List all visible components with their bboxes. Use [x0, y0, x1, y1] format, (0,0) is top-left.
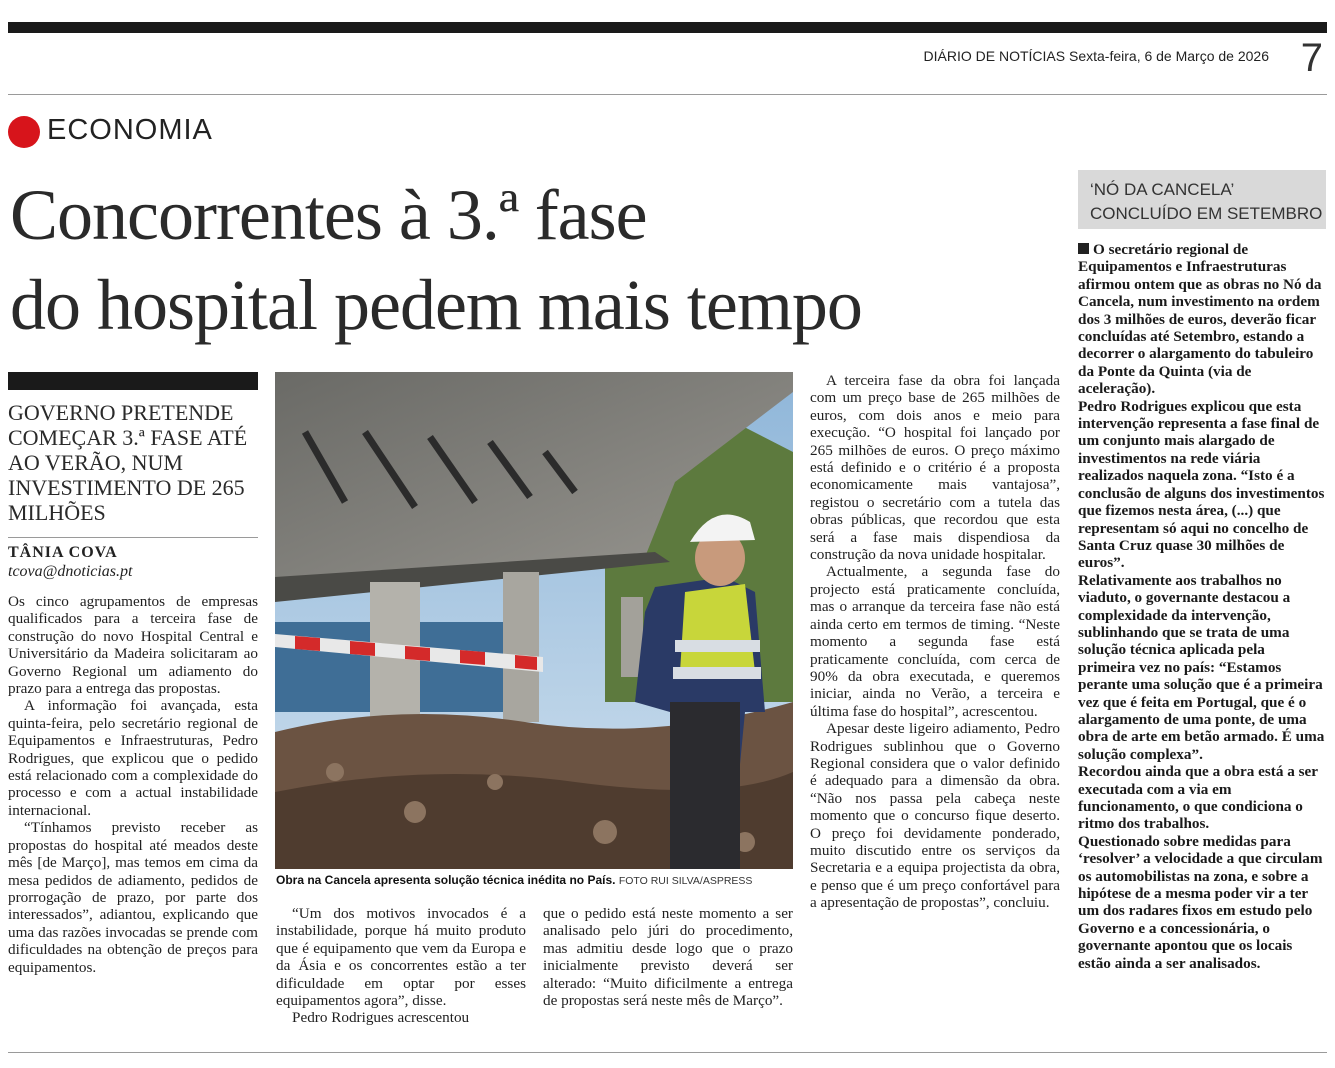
- paragraph: Actualmente, a segunda fase do projecto está praticamente concluída, mas o arranque da terceira fase não está ainda certo em termos de timing. “Neste momento a segunda fase está praticamente concluída, com cerca de 90% da obra executada, e queremos iniciar, ainda no Verão, a terceira e última fase do hospital”, acrescentou.: [810, 563, 1060, 720]
- sidebar-title: [1090, 178, 1322, 226]
- top-rule: [8, 22, 1327, 33]
- article-column-2: [276, 905, 526, 1027]
- sidebar-paragraph: Pedro Rodrigues explicou que esta intervenção representa a fase final de um conjunto mais alargado de investimentos na rede viária realizados naquela zona. “Isto é a conclusão de alguns dos investimentos que fizemos nesta área, (...) que representam só aqui no concelho de Santa Cruz quase 30 milhões de euros”.: [1078, 397, 1325, 572]
- headline-line-1: Concorrentes à 3.ª fase: [10, 175, 647, 255]
- paragraph: Apesar deste ligeiro adiamento, Pedro Rodrigues sublinhou que o Governo Regional considera que o valor definido é adequado para a dimensão da obra. “Não nos passa pela cabeça neste momento que o concurso fique deserto. O preço foi devidamente ponderado, muito discutido entre os serviços da Secretaria e a equipa projectista da obra, e penso que é um preço confortável para a apresentação de propostas”, concluiu.: [810, 720, 1060, 912]
- paragraph: Os cinco agrupamentos de empresas qualificados para a terceira fase de construção do novo Hospital Central e Universitário da Madeira solicitaram ao Governo Regional um adiamento do prazo para a entrega das propostas.: [8, 593, 258, 698]
- article-column-1: [8, 593, 258, 976]
- deck-bar: [8, 372, 258, 390]
- paragraph: “Tínhamos previsto receber as propostas do hospital até meados deste mês [de Março], mas temos em cima da mesa pedidos de adiamento, pedidos de prorrogação de prazo, por parte dos interessados”, adiantou, explicando que uma das razões invocadas se prende com dificuldades na obtenção de preços para equipamentos.: [8, 819, 258, 976]
- sidebar-title-line-2: CONCLUÍDO EM SETEMBRO: [1090, 204, 1323, 223]
- sidebar-paragraph: Questionado sobre medidas para ‘resolver’ a velocidade a que circulam os automobilistas na zona, e sobre a hipótese de a mesma poder vir a ter um dos radares fixos em estudo pelo Governo e a concessionária, o governante apontou que os locais estão ainda a ser analisados.: [1078, 832, 1323, 972]
- sidebar-paragraph: Relativamente aos trabalhos no viaduto, o governante destacou a complexidade da intervenção, sublinhando que se trata de uma solução técnica aplicada pela primeira vez no país: “Estamos perante uma solução que é a primeira vez que é feita em Portugal, que é o alargamento de uma ponte, de uma obra de arte em betão armado. É uma solução complexa”.: [1078, 571, 1325, 763]
- paragraph: A terceira fase da obra foi lançada com um preço base de 265 milhões de euros, com dois anos e meio para execução. “O hospital foi lançado por 265 milhões de euros. O preço máximo está definido e o critério é a proposta economicamente mais vantajosa”, registou o secretário com a tutela das obras públicas, que recordou que esta será a fase mais dispendiosa da construção da nova unidade hospitalar.: [810, 372, 1060, 564]
- sidebar-paragraph: Recordou ainda que a obra está a ser executada com a via em funcionamento, o que condiciona o ritmo dos trabalhos.: [1078, 763, 1318, 833]
- masthead: DIÁRIO DE NOTÍCIAS Sexta-feira, 6 de Março de 2026: [923, 48, 1269, 64]
- author-name: TÂNIA COVA: [8, 544, 118, 561]
- article-column-4: [810, 372, 1060, 912]
- bullet-square-icon: [1078, 243, 1089, 254]
- paragraph: A informação foi avançada, esta quinta-feira, pelo secretário regional de Equipamentos e Infraestruturas, Pedro Rodrigues, que explicou que o pedido está relacionado com a complexidade do processo e com a actual instabilidade internacional.: [8, 697, 258, 819]
- photo-caption: [276, 873, 796, 887]
- photo-credit: FOTO RUI SILVA/ASPRESS: [618, 875, 753, 887]
- author-email[interactable]: tcova@dnoticias.pt: [8, 563, 133, 580]
- article-column-3: [543, 905, 793, 1009]
- byline-divider: [8, 537, 258, 538]
- paragraph: Pedro Rodrigues acrescentou: [292, 1009, 470, 1027]
- sidebar-body: [1078, 241, 1326, 972]
- sidebar-title-line-1: ‘NÓ DA CANCELA’: [1090, 180, 1235, 199]
- headline: [10, 170, 1070, 350]
- header-divider: [8, 94, 1327, 95]
- deck: GOVERNO PRETENDE COMEÇAR 3.ª FASE ATÉ AO VERÃO, NUM INVESTIMENTO DE 265 MILHÕES: [8, 400, 248, 525]
- section-label: ECONOMIA: [47, 114, 213, 146]
- construction-photo: [275, 372, 793, 869]
- paragraph: “Um dos motivos invocados é a instabilidade, porque há muito produto que é equipamento que vem da Europa e da Ásia e os concorrentes estão a ter dificuldade em optar por esses equipamentos agora”, disse.: [276, 905, 526, 1010]
- page-number: 7: [1300, 36, 1323, 80]
- caption-text: Obra na Cancela apresenta solução técnica inédita no País.: [276, 873, 616, 887]
- construction-photo-icon: [275, 372, 793, 869]
- headline-line-2: do hospital pedem mais tempo: [10, 265, 862, 345]
- section-dot-icon: [8, 116, 40, 148]
- footer-rule: [8, 1052, 1327, 1053]
- sidebar-paragraph: O secretário regional de Equipamentos e Infraestruturas afirmou ontem que as obras no Nó da Cancela, num investimento na ordem dos 3 milhões de euros, deverão ficar concluídas até Setembro, estando a decorrer o alargamento do tabuleiro da Ponte da Quinta (via de aceleração).: [1078, 241, 1322, 398]
- paragraph: que o pedido está neste momento a ser analisado pelo júri do procedimento, mas admitiu desde logo que o prazo inicialmente previsto deverá ser alterado: “Muito dificilmente a entrega de propostas será neste mês de Março”.: [543, 905, 793, 1010]
